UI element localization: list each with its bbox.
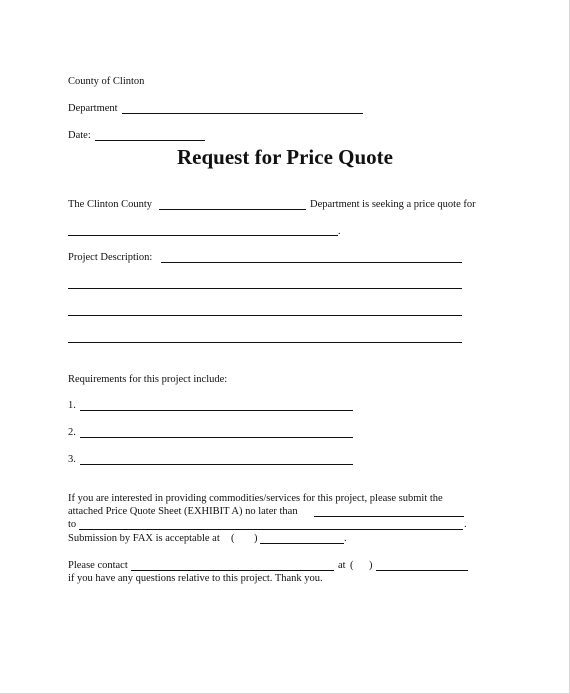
contact-name-blank[interactable]: [131, 570, 334, 571]
requirement-blank-3[interactable]: [80, 464, 353, 465]
to-period: .: [464, 519, 467, 530]
closing-text: if you have any questions relative to this project. Thank you.: [68, 573, 323, 584]
date-label: Date:: [68, 130, 91, 141]
contact-paren-close: ): [369, 560, 373, 571]
submission-text-line-1: If you are interested in providing commodities/services for this project, please submit the: [68, 493, 443, 504]
project-description-label: Project Description:: [68, 252, 153, 263]
price-quote-for-blank[interactable]: [68, 235, 338, 236]
requirement-number-2: 2.: [68, 427, 76, 438]
county-name: County of Clinton: [68, 76, 145, 87]
county-department-blank[interactable]: [159, 209, 306, 210]
at-label: at: [338, 560, 346, 571]
intro-period: .: [338, 226, 341, 237]
requirement-blank-2[interactable]: [80, 437, 353, 438]
fax-label: Submission by FAX is acceptable at: [68, 533, 220, 544]
project-description-blank-2[interactable]: [68, 288, 462, 289]
intro-prefix: The Clinton County: [68, 199, 152, 210]
project-description-blank-3[interactable]: [68, 315, 462, 316]
fax-paren-close: ): [254, 533, 258, 544]
submit-to-blank[interactable]: [79, 529, 463, 530]
requirement-number-1: 1.: [68, 400, 76, 411]
fax-paren-open: (: [231, 533, 235, 544]
requirement-number-3: 3.: [68, 454, 76, 465]
contact-paren-open: (: [350, 560, 354, 571]
requirement-blank-1[interactable]: [80, 410, 353, 411]
deadline-blank[interactable]: [314, 516, 464, 517]
to-label: to: [68, 519, 77, 530]
please-contact-label: Please contact: [68, 560, 128, 571]
date-blank[interactable]: [95, 140, 205, 141]
department-label: Department: [68, 103, 118, 114]
requirements-heading: Requirements for this project include:: [68, 374, 228, 385]
project-description-blank-1[interactable]: [161, 262, 462, 263]
submission-text-line-2: attached Price Quote Sheet (EXHIBIT A) no later than: [68, 506, 298, 517]
department-blank[interactable]: [122, 113, 363, 114]
intro-suffix: Department is seeking a price quote for: [310, 199, 476, 210]
page-title: Request for Price Quote: [177, 145, 393, 169]
fax-period: .: [344, 533, 347, 544]
contact-phone-blank[interactable]: [376, 570, 468, 571]
project-description-blank-4[interactable]: [68, 342, 462, 343]
fax-number-blank[interactable]: [260, 543, 344, 544]
